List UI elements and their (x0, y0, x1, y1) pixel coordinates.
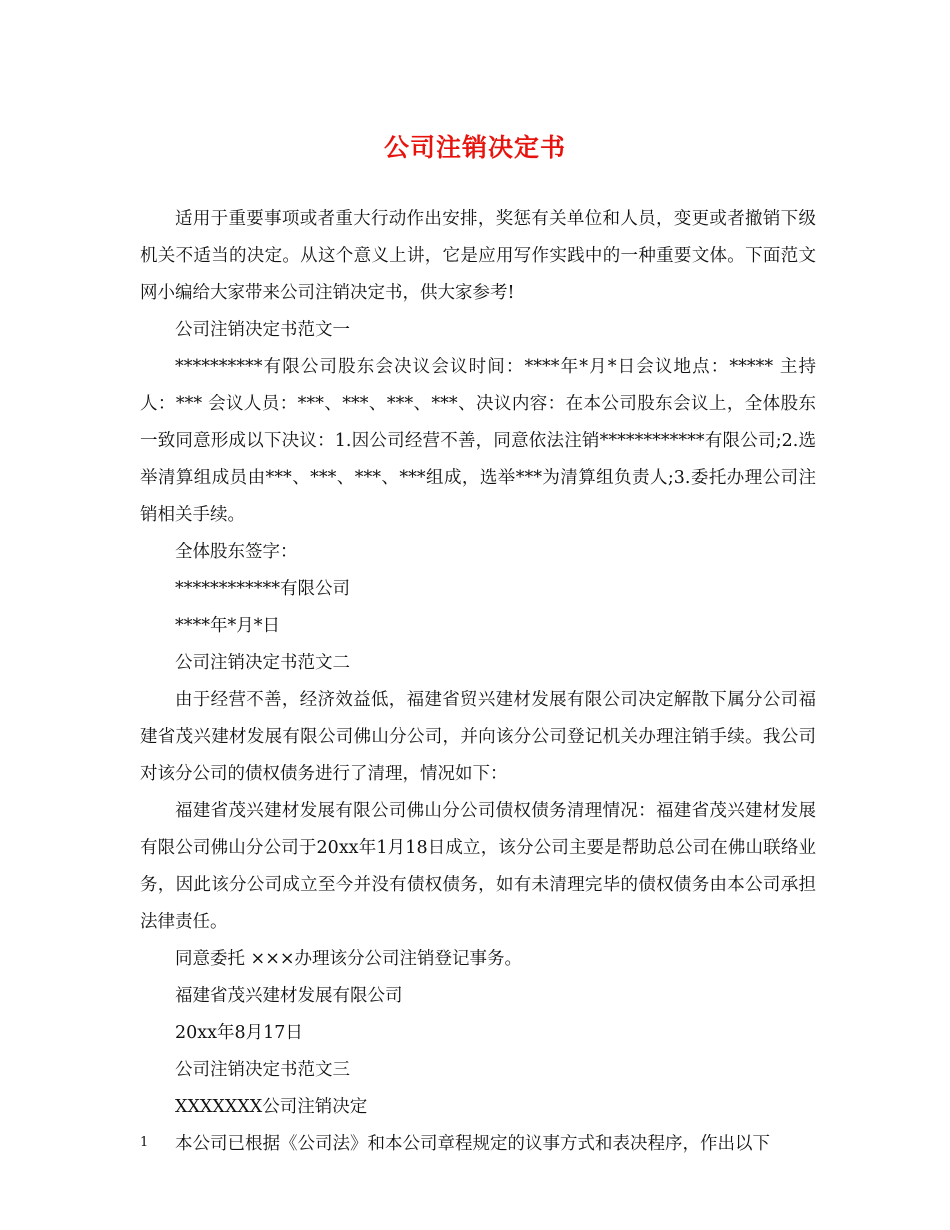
paragraph-sample-three-body: 本公司已根据《公司法》和本公司章程规定的议事方式和表决程序，作出以下 (175, 1134, 770, 1154)
paragraph-sample-two-date: 20xx年8月17日 (175, 1023, 303, 1043)
paragraph-sample-two-heading: 公司注销决定书范文二 (175, 653, 350, 673)
paragraph-sample-two-intro: 由于经营不善，经济效益低，福建省贸兴建材发展有限公司决定解散下属分公司福建省茂兴建材发展有限公司佛山分公司，并向该分公司登记机关办理注销手续。我公司对该分公司的债权债务进行了清理，情况如下： (140, 690, 816, 784)
paragraph-sample-two-delegate: 同意委托 ×××办理该分公司注销登记事务。 (175, 949, 523, 969)
paragraph-sample-one-heading: 公司注销决定书范文一 (175, 320, 350, 340)
paragraph-sample-three-title: XXXXXXX公司注销决定 (175, 1097, 368, 1117)
page-number: 1 (140, 1135, 149, 1150)
document-body (140, 201, 816, 1163)
document-title: 公司注销决定书 (383, 133, 566, 162)
paragraph-date-one: ****年*月*日 (175, 616, 280, 636)
paragraph-sample-two-company: 福建省茂兴建材发展有限公司 (175, 986, 403, 1006)
paragraph-signature-label: 全体股东签字： (175, 542, 298, 562)
paragraph-sample-one-resolution: **********有限公司股东会决议会议时间：****年*月*日会议地点：***** 主持人：*** 会议人员：***、***、***、***、决议内容：在本公司股东会议上，全体股东一致同意形成以下决议：1.因公司经营不善，同意依法注销************有限公司;2.选举清算组成员由***、***、***、***组成，选举***为清算组负责人;3.委托办理公司注销相关手续。 (140, 357, 816, 525)
paragraph-intro: 适用于重要事项或者重大行动作出安排，奖惩有关单位和人员，变更或者撤销下级机关不适当的决定。从这个意义上讲，它是应用写作实践中的一种重要文体。下面范文网小编给大家带来公司注销决定书，供大家参考! (140, 209, 816, 303)
paragraph-sample-two-debts: 福建省茂兴建材发展有限公司佛山分公司债权债务清理情况：福建省茂兴建材发展有限公司佛山分公司于20xx年1月18日成立，该分公司主要是帮助总公司在佛山联络业务，因此该分公司成立至今并没有债权债务，如有未清理完毕的债权债务由本公司承担法律责任。 (140, 801, 816, 932)
paragraph-sample-three-heading: 公司注销决定书范文三 (175, 1060, 350, 1080)
paragraph-company-name: ************有限公司 (175, 579, 350, 599)
